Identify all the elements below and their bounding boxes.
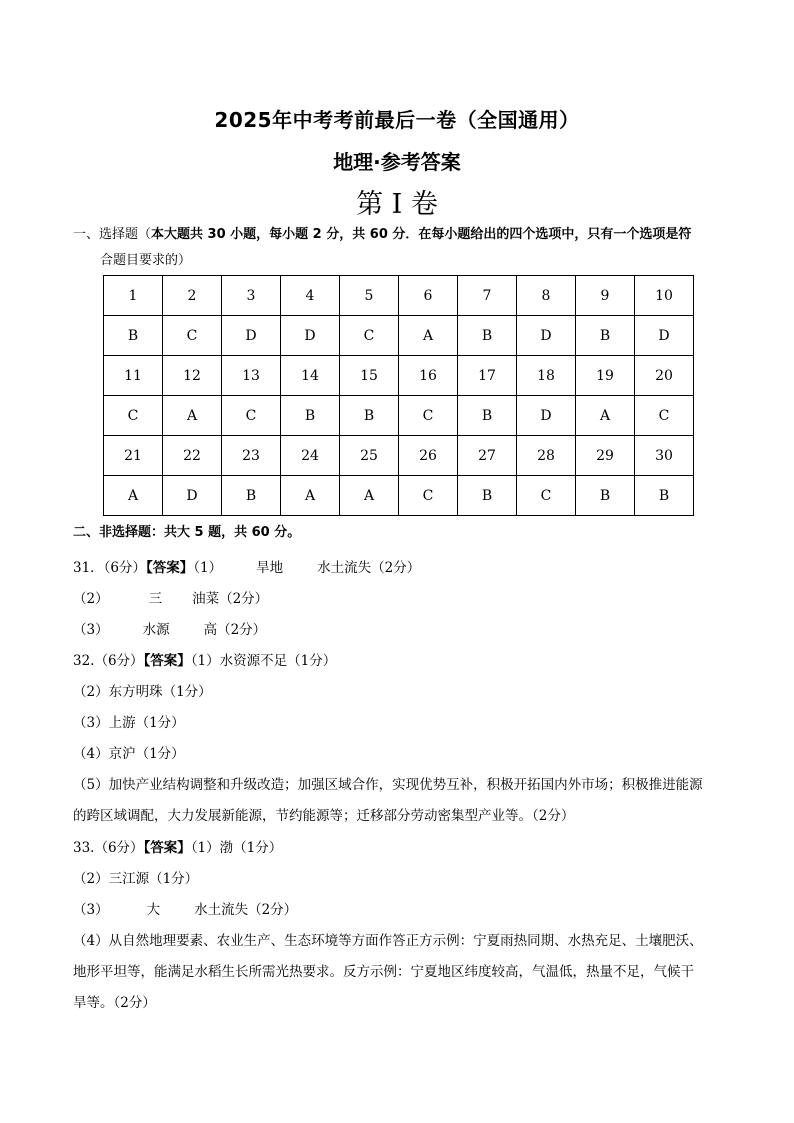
q33-p2: （2）三江源（1分） bbox=[73, 871, 199, 887]
question-number-cell: 5 bbox=[340, 276, 399, 316]
answer-cell: B bbox=[281, 396, 340, 436]
answer-cell: C bbox=[517, 476, 576, 516]
answer-cell: B bbox=[458, 396, 517, 436]
answer-cell: B bbox=[576, 476, 635, 516]
answer-cell: A bbox=[576, 396, 635, 436]
answer-cell: D bbox=[222, 316, 281, 356]
answer-tag: 【答案】 bbox=[146, 560, 194, 576]
q31-p2-b: 油菜（2分） bbox=[192, 591, 269, 607]
answer-cell: B bbox=[340, 396, 399, 436]
q33-p3-a: 大 bbox=[146, 902, 161, 918]
q31-p2-a: 三 bbox=[148, 591, 163, 607]
table-row bbox=[104, 436, 694, 476]
q33-line3 bbox=[73, 898, 297, 918]
question-number-cell: 6 bbox=[399, 276, 458, 316]
answer-cell: C bbox=[104, 396, 163, 436]
answer-cell: D bbox=[517, 396, 576, 436]
q32-p3: （3）上游（1分） bbox=[73, 715, 185, 731]
section-2-heading: 二、非选择题：共大 5 题，共 60 分。 bbox=[73, 525, 301, 540]
question-number-cell: 27 bbox=[458, 436, 517, 476]
q32-p5-line2: 的跨区域调配，大力发展新能源，节约能源等；迁移部分劳动密集型产业等。（2分） bbox=[73, 808, 575, 824]
q33-p4-line1: （4）从自然地理要素、农业生产、生态环境等方面作答正方示例：宁夏雨热同期、水热充足、土壤肥沃、 bbox=[73, 933, 703, 949]
q33-p3-b: 水土流失（2分） bbox=[194, 902, 298, 918]
answer-cell: A bbox=[281, 476, 340, 516]
question-number-cell: 28 bbox=[517, 436, 576, 476]
table-row bbox=[104, 356, 694, 396]
question-number-cell: 21 bbox=[104, 436, 163, 476]
section-1-instructions bbox=[73, 222, 733, 274]
q33-lead: 33.（6分） bbox=[73, 840, 144, 856]
answer-cell: A bbox=[104, 476, 163, 516]
q33-p1: （1）渤（1分） bbox=[190, 840, 283, 856]
answer-cell: B bbox=[458, 316, 517, 356]
answer-cell: C bbox=[635, 396, 694, 436]
question-number-cell: 23 bbox=[222, 436, 281, 476]
q31-line2 bbox=[73, 587, 268, 607]
answer-cell: A bbox=[399, 316, 458, 356]
question-number-cell: 4 bbox=[281, 276, 340, 316]
q31-p3-b: 高（2分） bbox=[203, 622, 267, 638]
q31-p1-b: 水土流失（2分） bbox=[317, 560, 421, 576]
question-number-cell: 20 bbox=[635, 356, 694, 396]
volume-heading: 第 I 卷 bbox=[356, 189, 438, 220]
section-1-line2: 合题目要求的） bbox=[100, 253, 192, 268]
q32-p1: （1）水资源不足（1分） bbox=[190, 653, 337, 669]
q31-line1 bbox=[73, 556, 420, 576]
q33-p4-line2: 地形平坦等，能满足水稻生长所需光热要求。反方示例：宁夏地区纬度较高，气温低，热量不足，气候干 bbox=[73, 964, 694, 980]
page-title: 2025年中考考前最后一卷（全国通用） bbox=[214, 108, 580, 132]
question-number-cell: 14 bbox=[281, 356, 340, 396]
section-1-rules: 本大题共 30 小题，每小题 2 分，共 60 分．在每小题给出的四个选项中，只有一个选项是符 bbox=[151, 227, 692, 242]
question-number-cell: 12 bbox=[163, 356, 222, 396]
q33-p4-line3: 旱等。（2分） bbox=[73, 995, 156, 1011]
answer-cell: B bbox=[635, 476, 694, 516]
answer-cell: C bbox=[399, 396, 458, 436]
q33-line1 bbox=[73, 836, 282, 856]
question-number-cell: 29 bbox=[576, 436, 635, 476]
answer-cell: C bbox=[163, 316, 222, 356]
question-number-cell: 22 bbox=[163, 436, 222, 476]
answer-cell: A bbox=[163, 396, 222, 436]
answer-tag: 【答案】 bbox=[143, 653, 191, 669]
q32-line1 bbox=[73, 649, 336, 669]
answer-cell: D bbox=[635, 316, 694, 356]
answer-table bbox=[103, 275, 694, 516]
question-number-cell: 24 bbox=[281, 436, 340, 476]
question-number-cell: 19 bbox=[576, 356, 635, 396]
question-number-cell: 17 bbox=[458, 356, 517, 396]
q32-p5-line1: （5）加快产业结构调整和升级改造；加强区域合作，实现优势互补，积极开拓国内外市场；积极推进能源 bbox=[73, 777, 703, 793]
table-row bbox=[104, 276, 694, 316]
answer-cell: D bbox=[163, 476, 222, 516]
answer-cell: C bbox=[222, 396, 281, 436]
answer-cell: D bbox=[281, 316, 340, 356]
question-number-cell: 18 bbox=[517, 356, 576, 396]
question-number-cell: 8 bbox=[517, 276, 576, 316]
q31-p3-num: （3） bbox=[73, 622, 109, 638]
answer-cell: A bbox=[340, 476, 399, 516]
q32-lead: 32.（6分） bbox=[73, 653, 144, 669]
question-number-cell: 25 bbox=[340, 436, 399, 476]
q32-p2: （2）东方明珠（1分） bbox=[73, 684, 212, 700]
question-number-cell: 30 bbox=[635, 436, 694, 476]
q31-p3-a: 水源 bbox=[142, 622, 170, 638]
question-number-cell: 13 bbox=[222, 356, 281, 396]
q31-p1-num: （1） bbox=[193, 560, 223, 576]
q31-line3 bbox=[73, 618, 266, 638]
q31-p1-a: 旱地 bbox=[256, 560, 284, 576]
answer-cell: D bbox=[517, 316, 576, 356]
answer-cell: B bbox=[222, 476, 281, 516]
section-1-prefix: 一、选择题（ bbox=[73, 227, 152, 242]
question-number-cell: 2 bbox=[163, 276, 222, 316]
page-subtitle: 地理·参考答案 bbox=[333, 150, 461, 174]
question-number-cell: 15 bbox=[340, 356, 399, 396]
table-row bbox=[104, 396, 694, 436]
q32-p4: （4）京沪（1分） bbox=[73, 746, 185, 762]
table-row bbox=[104, 476, 694, 516]
question-number-cell: 10 bbox=[635, 276, 694, 316]
question-number-cell: 11 bbox=[104, 356, 163, 396]
answer-cell: B bbox=[576, 316, 635, 356]
answer-cell: C bbox=[340, 316, 399, 356]
question-number-cell: 9 bbox=[576, 276, 635, 316]
question-number-cell: 7 bbox=[458, 276, 517, 316]
question-number-cell: 3 bbox=[222, 276, 281, 316]
question-number-cell: 16 bbox=[399, 356, 458, 396]
answer-cell: C bbox=[399, 476, 458, 516]
question-number-cell: 1 bbox=[104, 276, 163, 316]
answer-cell: B bbox=[104, 316, 163, 356]
q33-p3-num: （3） bbox=[73, 902, 109, 918]
question-number-cell: 26 bbox=[399, 436, 458, 476]
answer-tag: 【答案】 bbox=[143, 840, 191, 856]
q31-p2-num: （2） bbox=[73, 591, 109, 607]
table-row bbox=[104, 316, 694, 356]
q31-lead: 31．（6分） bbox=[73, 560, 147, 576]
answer-cell: B bbox=[458, 476, 517, 516]
